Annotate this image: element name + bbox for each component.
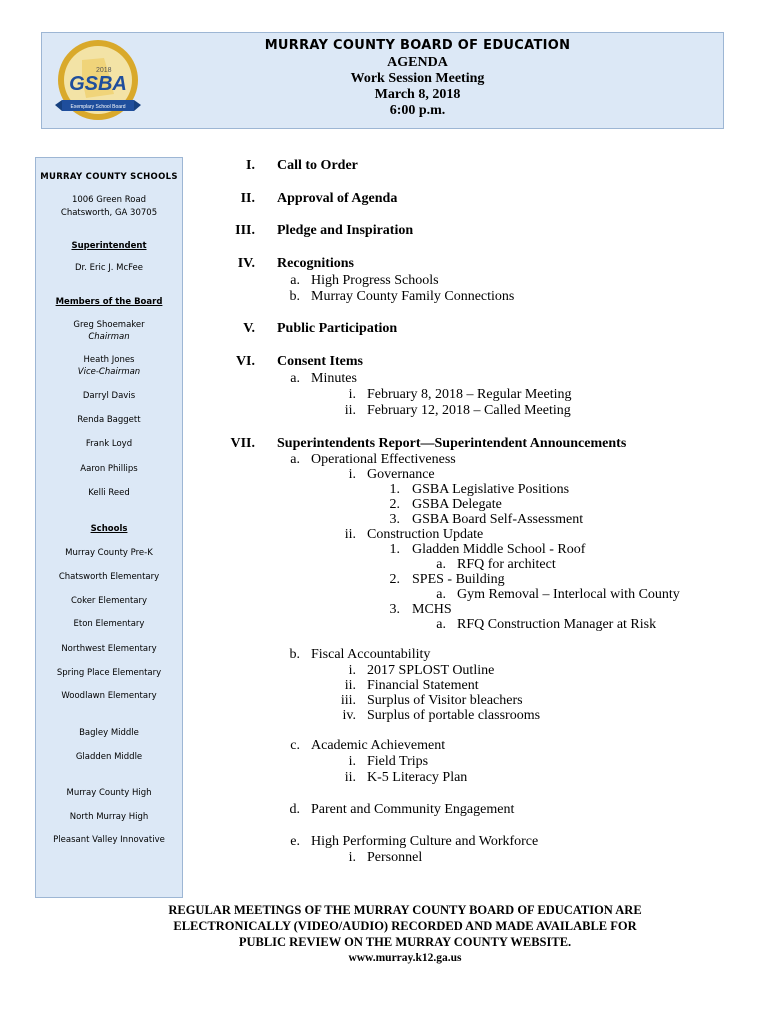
section-number: II. [240, 191, 255, 206]
footer-notice [110, 902, 700, 966]
list-item: Construction Update [367, 527, 484, 542]
school-item: North Murray High [69, 812, 149, 822]
section-title: Call to Order [277, 158, 358, 173]
list-marker: a. [290, 452, 300, 467]
list-item: Murray County Family Connections [311, 289, 515, 304]
list-marker: a. [290, 273, 300, 288]
list-marker: ii. [344, 770, 356, 785]
footer-line: ELECTRONICALLY (VIDEO/AUDIO) RECORDED AND MADE AVAILABLE FOR [173, 919, 637, 933]
list-marker: c. [290, 738, 300, 753]
list-marker: 3. [389, 512, 400, 527]
section-number: IV. [237, 256, 255, 271]
list-marker: ii. [344, 403, 356, 418]
school-item: Northwest Elementary [61, 644, 157, 654]
school-item: Spring Place Elementary [56, 668, 162, 678]
school-item: Coker Elementary [70, 596, 148, 606]
list-item: High Progress Schools [311, 273, 439, 288]
school-item: Murray County Pre-K [65, 548, 153, 558]
school-item: Chatsworth Elementary [58, 572, 160, 582]
list-item: RFQ for architect [457, 557, 556, 572]
list-marker: iii. [340, 693, 356, 708]
list-item: K-5 Literacy Plan [367, 770, 468, 785]
list-item: Governance [367, 467, 435, 482]
list-item: RFQ Construction Manager at Risk [457, 617, 657, 632]
section-number: I. [246, 158, 255, 173]
sidebar-title: MURRAY COUNTY SCHOOLS [40, 172, 178, 182]
meeting-type: Work Session Meeting [350, 71, 485, 86]
list-marker: i. [348, 467, 356, 482]
board-member: Heath Jones [83, 355, 135, 365]
list-marker: 3. [389, 602, 400, 617]
schools-heading: Schools [90, 524, 128, 534]
list-marker: iv. [342, 708, 356, 723]
board-member: Darryl Davis [82, 391, 136, 401]
list-marker: a. [436, 587, 446, 602]
superintendent-name: Dr. Eric J. McFee [74, 263, 144, 273]
school-item: Eton Elementary [73, 619, 145, 629]
list-marker: b. [289, 647, 300, 662]
website-url: www.murray.k12.ga.us [348, 952, 462, 964]
logo-ribbon: Exemplary School Board [70, 104, 126, 110]
list-item: GSBA Board Self-Assessment [412, 512, 584, 527]
list-marker: b. [289, 289, 300, 304]
section-number: III. [235, 223, 255, 238]
list-item: Field Trips [367, 754, 429, 769]
board-member: Frank Loyd [85, 439, 133, 449]
doc-type: AGENDA [387, 55, 448, 70]
school-item: Woodlawn Elementary [61, 691, 157, 701]
list-marker: a. [436, 557, 446, 572]
board-name: MURRAY COUNTY BOARD OF EDUCATION [264, 38, 571, 53]
board-member-role: Chairman [88, 332, 130, 342]
list-marker: 2. [389, 497, 400, 512]
list-item: Parent and Community Engagement [311, 802, 515, 817]
section-title: Public Participation [277, 321, 398, 336]
list-marker: i. [348, 754, 356, 769]
list-item: Surplus of Visitor bleachers [367, 693, 523, 708]
board-member-role: Vice-Chairman [77, 367, 141, 377]
section-number: VI. [235, 354, 255, 369]
list-item: February 12, 2018 – Called Meeting [367, 403, 571, 418]
footer-line: PUBLIC REVIEW ON THE MURRAY COUNTY WEBSITE. [238, 935, 572, 949]
list-marker: 1. [389, 542, 400, 557]
list-item: Surplus of portable classrooms [367, 708, 541, 723]
list-item: Academic Achievement [311, 738, 446, 753]
board-member: Renda Baggett [77, 415, 141, 425]
list-marker: i. [348, 850, 356, 865]
list-item: High Performing Culture and Workforce [311, 834, 539, 849]
list-item: 2017 SPLOST Outline [367, 663, 495, 678]
school-item: Pleasant Valley Innovative [53, 835, 165, 845]
logo-text: GSBA [69, 73, 127, 95]
list-item: February 8, 2018 – Regular Meeting [367, 387, 572, 402]
list-marker: 1. [389, 482, 400, 497]
section-title: Approval of Agenda [277, 191, 398, 206]
section-number: VII. [230, 436, 255, 451]
address-line-1: 1006 Green Road [71, 195, 147, 205]
section-number: V. [243, 321, 255, 336]
board-heading: Members of the Board [55, 297, 163, 307]
section-title: Recognitions [277, 256, 354, 271]
list-marker: e. [290, 834, 300, 849]
list-item: MCHS [412, 602, 452, 617]
section-title: Superintendents Report—Superintendent Announcements [277, 436, 627, 451]
list-marker: ii. [344, 678, 356, 693]
school-item: Bagley Middle [79, 728, 139, 738]
footer-line: REGULAR MEETINGS OF THE MURRAY COUNTY BOARD OF EDUCATION ARE [168, 903, 642, 917]
list-item: SPES - Building [412, 572, 505, 587]
board-member: Kelli Reed [88, 488, 130, 498]
list-marker: d. [289, 802, 300, 817]
school-item: Gladden Middle [75, 752, 143, 762]
superintendent-heading: Superintendent [71, 241, 147, 251]
section-title: Consent Items [277, 354, 363, 369]
list-item: GSBA Delegate [412, 497, 502, 512]
list-marker: a. [436, 617, 446, 632]
list-marker: ii. [344, 527, 356, 542]
meeting-date: March 8, 2018 [374, 87, 461, 102]
school-item: Murray County High [66, 788, 152, 798]
list-marker: i. [348, 387, 356, 402]
address-line-2: Chatsworth, GA 30705 [60, 208, 158, 218]
list-item: Gym Removal – Interlocal with County [457, 587, 680, 602]
list-item: Operational Effectiveness [311, 452, 456, 467]
section-title: Pledge and Inspiration [277, 223, 414, 238]
board-member: Aaron Phillips [80, 464, 138, 474]
meeting-time: 6:00 p.m. [389, 103, 446, 118]
list-item: Fiscal Accountability [311, 647, 431, 662]
logo-year: 2018 [96, 67, 112, 74]
list-item: Financial Statement [367, 678, 479, 693]
list-item: Minutes [311, 371, 357, 386]
list-item: Gladden Middle School - Roof [412, 542, 586, 557]
list-marker: 2. [389, 572, 400, 587]
list-marker: i. [348, 663, 356, 678]
list-item: Personnel [367, 850, 423, 865]
board-member: Greg Shoemaker [73, 320, 145, 330]
list-item: GSBA Legislative Positions [412, 482, 570, 497]
list-marker: a. [290, 371, 300, 386]
